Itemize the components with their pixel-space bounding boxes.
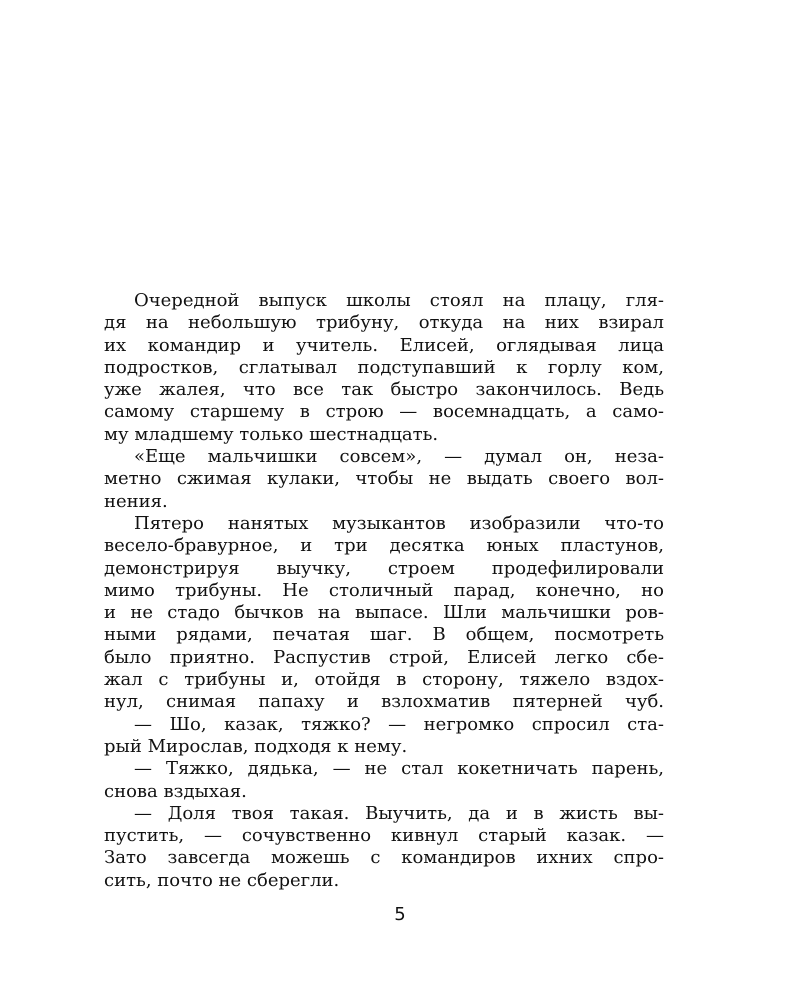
text-line: нул, снимая папаху и взлохматив пятерней чуб.	[104, 691, 664, 713]
text-line: Очередной выпуск школы стоял на плацу, гля-	[134, 290, 664, 311]
text-line: самому старшему в строю — восемнадцать, а само-	[104, 401, 664, 423]
text-line: ными рядами, печатая шаг. В общем, посмотреть	[104, 624, 664, 646]
text-line: сить, почто не сберегли.	[104, 869, 340, 891]
text-line: демонстрируя выучку, строем продефилировали	[104, 557, 664, 579]
text-line: — Доля твоя такая. Выучить, да и в жисть вы-	[134, 802, 664, 824]
text-line: пустить, — сочувственно кивнул старый казак. —	[104, 825, 664, 847]
text-line: му младшему только шестнадцать.	[104, 423, 439, 445]
text-line: — Тяжко, дядька, — не стал кокетничать парень,	[134, 758, 664, 780]
text-line: рый Мирослав, подходя к нему.	[104, 735, 408, 757]
text-line: мимо трибуны. Не столичный парад, конечно, но	[104, 579, 664, 601]
text-line: весело-бравурное, и три десятка юных пластунов,	[104, 535, 664, 557]
text-line: нения.	[104, 490, 168, 512]
text-line: и не стадо бычков на выпасе. Шли мальчишки ров-	[104, 602, 664, 624]
body-text	[104, 290, 664, 892]
text-line: дя на небольшую трибуну, откуда на них взирал	[104, 312, 664, 334]
text-line: подростков, сглатывал подступавший к горлу ком,	[104, 356, 664, 378]
text-line: уже жалея, что все так быстро закончилось. Ведь	[104, 379, 664, 401]
text-line: снова вздыхая.	[104, 780, 247, 802]
text-line: Пятеро нанятых музыкантов изобразили что-то	[134, 512, 664, 534]
text-line: жал с трибуны и, отойдя в сторону, тяжело вздох-	[104, 669, 664, 691]
text-line: «Еще мальчишки совсем», — думал он, неза-	[134, 446, 664, 468]
text-line: — Шо, казак, тяжко? — негромко спросил ста-	[134, 713, 664, 735]
text-line: метно сжимая кулаки, чтобы не выдать своего вол-	[104, 468, 664, 490]
page-number: 5	[394, 904, 406, 925]
text-line: их командир и учитель. Елисей, оглядывая лица	[104, 334, 664, 356]
text-line: было приятно. Распустив строй, Елисей легко сбе-	[104, 646, 664, 668]
text-line: Зато завсегда можешь с командиров ихних спро-	[104, 847, 664, 869]
